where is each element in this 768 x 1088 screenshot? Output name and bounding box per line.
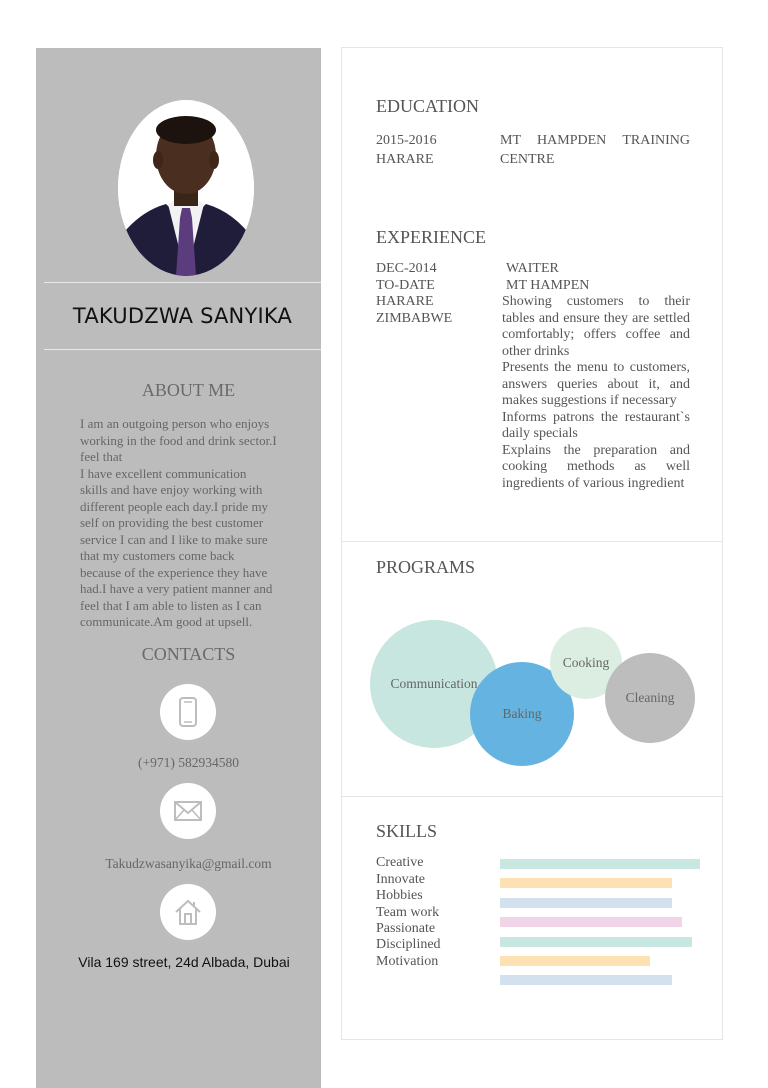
education-location: HARARE [376,152,434,167]
home-icon [160,884,216,940]
skill-bar [500,917,682,927]
profile-photo [118,100,254,276]
skill-bar [500,898,672,908]
about-text [80,416,298,631]
name-box [44,282,321,350]
home-address: Vila 169 street, 24d Albada, Dubai [78,954,290,970]
job-title: WAITER [506,261,559,276]
sidebar [36,48,321,1088]
skill-label: Hobbies [376,888,423,903]
education-institution: MT HAMPDEN TRAINING [500,133,690,148]
education-heading: EDUCATION [376,96,479,116]
about-line: communicate.Am good at upsell. [80,614,253,629]
skill-bar [500,975,672,985]
duty: Presents the menu to customers, answers queries about it, and makes suggestions if necessary [502,360,690,408]
about-line: self on providing the best customer [80,515,264,530]
about-line: feel that I am able to listen as I can [80,597,262,613]
program-label: Cleaning [625,690,675,705]
about-line: because of the experience they have [80,564,268,580]
duty: Informs patrons the restaurant`s daily specials [502,409,690,441]
candidate-name: TAKUDZWA SANYIKA [72,304,293,328]
programs-heading: PROGRAMS [376,557,476,577]
skill-bar [500,859,700,869]
phone-number[interactable]: (+971) 582934580 [138,755,239,770]
about-line: had.I have a very patient manner and [80,581,273,596]
email-address[interactable]: Takudzwasanyika@gmail.com [105,856,272,871]
about-line: I have excellent communication [80,465,247,481]
duty: Showing customers to their tables and ensure they are settled comfortably; offers coffee and other drinks [502,294,690,359]
about-line: feel that [80,449,123,464]
education-period: 2015-2016 [376,133,437,148]
job-duties [502,294,690,492]
skill-bar [500,878,672,888]
about-line: I am an outgoing person who enjoys [80,416,270,431]
mail-icon [160,783,216,839]
education-institution-2: CENTRE [500,152,555,167]
skill-bar [500,956,650,966]
skills-heading: SKILLS [376,821,438,841]
duty: Explains the preparation and cooking methods as well ingredients of various ingredient [502,442,690,491]
skill-label: Motivation [376,954,439,969]
skill-label: Disciplined [376,937,441,952]
about-line: different people each day.I pride my [80,498,269,514]
skills-panel [341,796,723,1040]
program-label: Communication [390,676,478,691]
contacts-heading: CONTACTS [141,644,236,664]
experience-meta: TO-DATE [376,277,435,293]
skill-label: Team work [376,905,440,920]
about-heading: ABOUT ME [141,380,236,400]
program-label: Baking [502,706,542,721]
program-label: Cooking [562,655,610,670]
experience-meta: DEC-2014 [376,261,437,276]
experience-heading: EXPERIENCE [376,227,486,247]
skill-label: Creative [376,855,424,870]
program-bubble [605,653,695,743]
about-line: working in the food and drink sector.I [80,432,277,448]
phone-icon [160,684,216,740]
skill-label: Innovate [376,872,425,887]
experience-dates [376,261,452,327]
education-experience-panel [341,47,723,541]
skill-bar [500,937,692,947]
about-line: skills and have enjoy working with [80,482,263,497]
programs-panel [341,541,723,796]
experience-meta: ZIMBABWE [376,310,453,326]
skill-label: Passionate [376,921,436,936]
experience-meta: HARARE [376,294,434,309]
about-line: service I can and I like to make sure [80,531,268,547]
employer: MT HAMPEN [506,278,590,293]
about-line: that my customers come back [80,548,235,563]
